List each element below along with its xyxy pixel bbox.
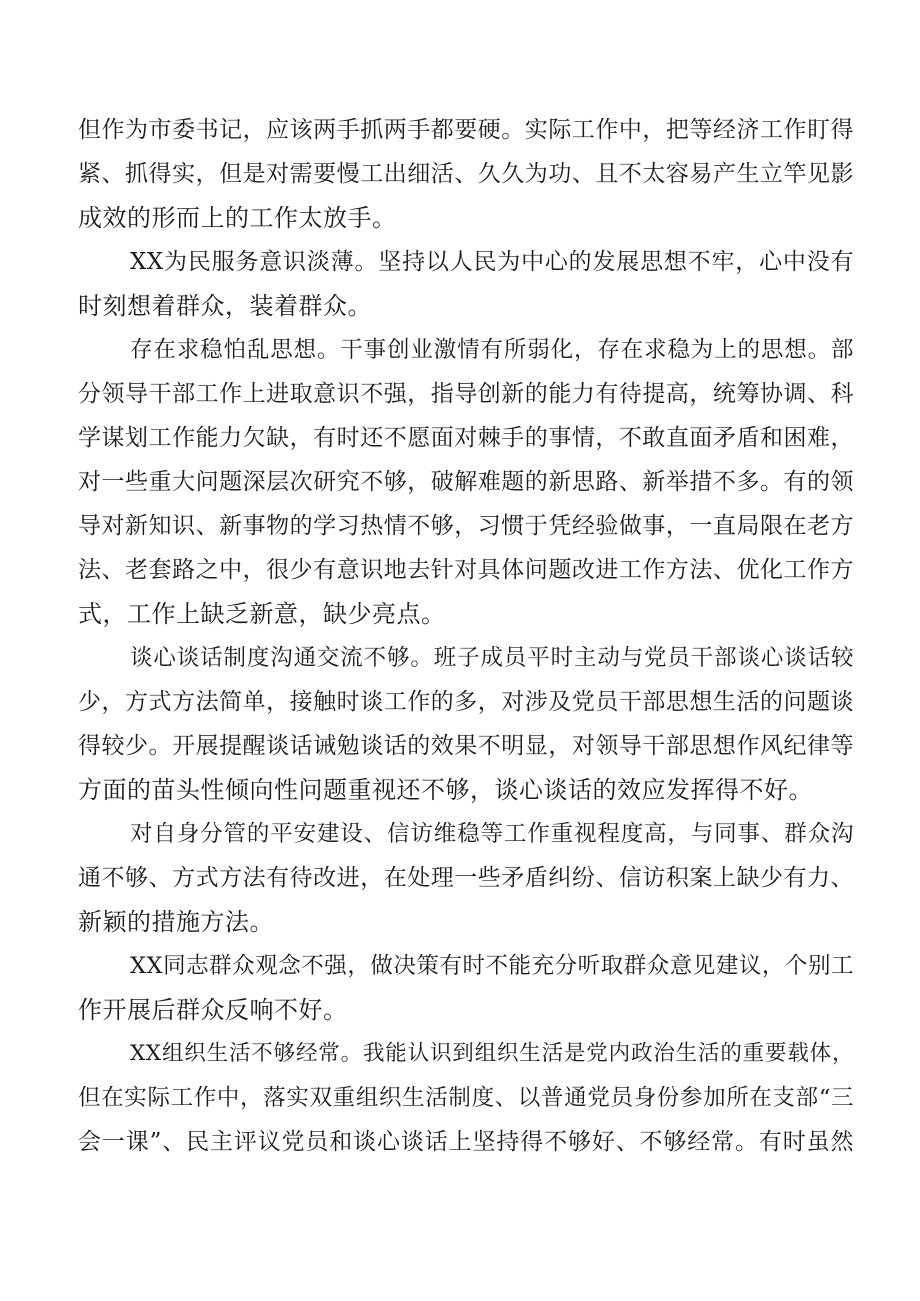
- text-line: 但在实际工作中，落实双重组织生活制度、以普通党员身份参加所在支部“三: [78, 1085, 854, 1111]
- text-line: 时刻想着群众，装着群众。: [78, 292, 372, 320]
- text-line: 学谋划工作能力欠缺，有时还不愿面对棘手的事情，不敢直面矛盾和困难，: [78, 425, 854, 451]
- paragraph: [78, 944, 854, 1032]
- text-line: 分领导干部工作上进取意识不强，指导创新的能力有待提高，统筹协调、科: [78, 381, 854, 407]
- text-line: 得较少。开展提醒谈话诫勉谈话的效果不明显，对领导干部思想作风纪律等: [78, 733, 854, 759]
- text-line: 会一课”、民主评议党员和谈心谈话上坚持得不够好、不够经常。有时虽然: [78, 1129, 854, 1155]
- text-line: 成效的形而上的工作太放手。: [78, 204, 397, 232]
- text-line: 通不够、方式方法有待改进，在处理一些矛盾纠纷、信访积案上缺少有力、: [78, 865, 854, 891]
- paragraph: [78, 812, 854, 944]
- text-line: 方面的苗头性倾向性问题重视还不够，谈心谈话的效应发挥得不好。: [78, 776, 813, 804]
- text-line: XX为民服务意识淡薄。坚持以人民为中心的发展思想不牢，心中没有: [130, 249, 854, 275]
- text-line: 存在求稳怕乱思想。干事创业激情有所弱化，存在求稳为上的思想。部: [130, 337, 854, 363]
- text-line: 少，方式方法简单，接触时谈工作的多，对涉及党员干部思想生活的问题谈: [78, 689, 854, 715]
- text-line: 但作为市委书记，应该两手抓两手都要硬。实际工作中，把等经济工作盯得: [78, 117, 854, 143]
- text-line: 紧、抓得实，但是对需要慢工出细活、久久为功、且不太容易产生立竿见影: [78, 161, 854, 187]
- paragraph: [78, 108, 854, 240]
- text-line: 谈心谈话制度沟通交流不够。班子成员平时主动与党员干部谈心谈话较: [130, 645, 854, 671]
- paragraph: [78, 636, 854, 812]
- text-line: 法、老套路之中，很少有意识地去针对具体问题改进工作方法、优化工作方: [78, 557, 854, 583]
- paragraph: [78, 1032, 854, 1164]
- text-line: 导对新知识、新事物的学习热情不够，习惯于凭经验做事，一直局限在老方: [78, 513, 854, 539]
- text-line: 对自身分管的平安建设、信访维稳等工作重视程度高，与同事、群众沟: [130, 821, 854, 847]
- text-line: XX同志群众观念不强，做决策有时不能充分听取群众意见建议，个别工: [130, 953, 854, 979]
- text-line: 式，工作上缺乏新意，缺少亮点。: [78, 600, 446, 628]
- text-line: 作开展后群众反响不好。: [78, 996, 348, 1024]
- paragraph: [78, 240, 854, 328]
- text-line: XX组织生活不够经常。我能认识到组织生活是党内政治生活的重要载体，: [130, 1041, 854, 1066]
- text-line: 对一些重大问题深层次研究不够，破解难题的新思路、新举措不多。有的领: [78, 469, 854, 495]
- paragraph: [78, 328, 854, 636]
- text-line: 新颖的措施方法。: [78, 908, 274, 936]
- document-body: [78, 108, 854, 1164]
